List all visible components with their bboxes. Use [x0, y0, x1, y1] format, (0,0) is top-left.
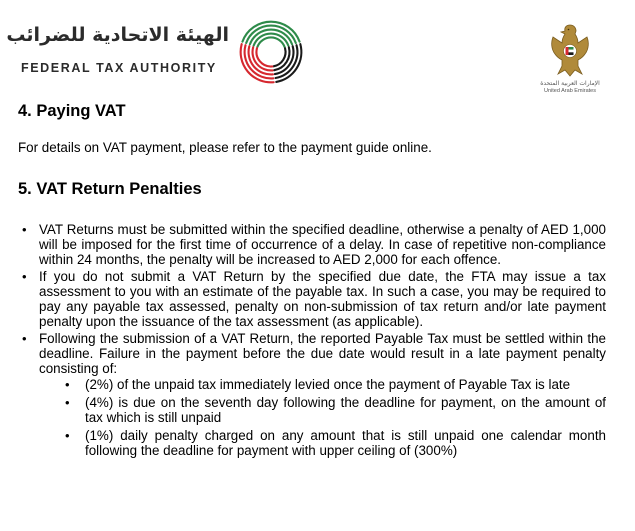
section-heading-paying-vat: 4. Paying VAT — [18, 102, 126, 120]
logo-stroke — [257, 37, 284, 47]
logo-stroke — [274, 48, 286, 66]
emblem-caption-arabic: الإمارات العربية المتحدة — [540, 80, 600, 87]
sub-list-item: • (4%) is due on the seventh day following the deadline for payment, on the amount of tax which is still unpaid — [39, 395, 606, 425]
bullet-text: If you do not submit a VAT Return by the specified due date, the FTA may issue a tax assessment to you with an estimate of the payable tax. In such a case, you may be required to pay any payable tax assessed, penalty on non-submission of tax return and/or late payment penalty upon the issuance of the tax assessment (as applicable). — [39, 269, 606, 329]
authority-name-english: FEDERAL TAX AUTHORITY — [21, 61, 217, 75]
bullet-text: Following the submission of a VAT Return, the reported Payable Tax must be settled within the deadline. Failure in the payment before the due date would result in a late payment penalty consisting of: — [39, 331, 606, 376]
list-item — [18, 222, 606, 267]
sub-list-item: • (1%) daily penalty charged on any amount that is still unpaid one calendar month following the deadline for payment with upper ceiling of (300%) — [39, 428, 606, 458]
list-item — [18, 331, 606, 458]
paying-vat-paragraph: For details on VAT payment, please refer to the payment guide online. — [18, 140, 432, 155]
section-heading-vat-return-penalties: 5. VAT Return Penalties — [18, 180, 202, 198]
penalties-bullet-list — [18, 222, 606, 461]
emblem-caption-english: United Arab Emirates — [544, 88, 596, 94]
late-payment-sub-list — [39, 377, 606, 458]
sub-list-item: • (2%) of the unpaid tax immediately levied once the payment of Payable Tax is late — [39, 377, 606, 392]
document-header — [0, 0, 635, 100]
logo-stroke — [256, 48, 272, 66]
list-item — [18, 269, 606, 329]
uae-falcon-emblem-icon — [545, 22, 595, 80]
bullet-text: VAT Returns must be submitted within the specified deadline, otherwise a penalty of AED 1,000 will be imposed for the first time of occurrence of a delay. In case of repetitive non-compliance within 24 months, the penalty will be increased to AED 2,000 for each offence. — [39, 222, 606, 267]
authority-name-arabic: الهيئة الاتحادية للضرائب — [6, 24, 229, 46]
fta-logo-icon — [238, 19, 304, 85]
